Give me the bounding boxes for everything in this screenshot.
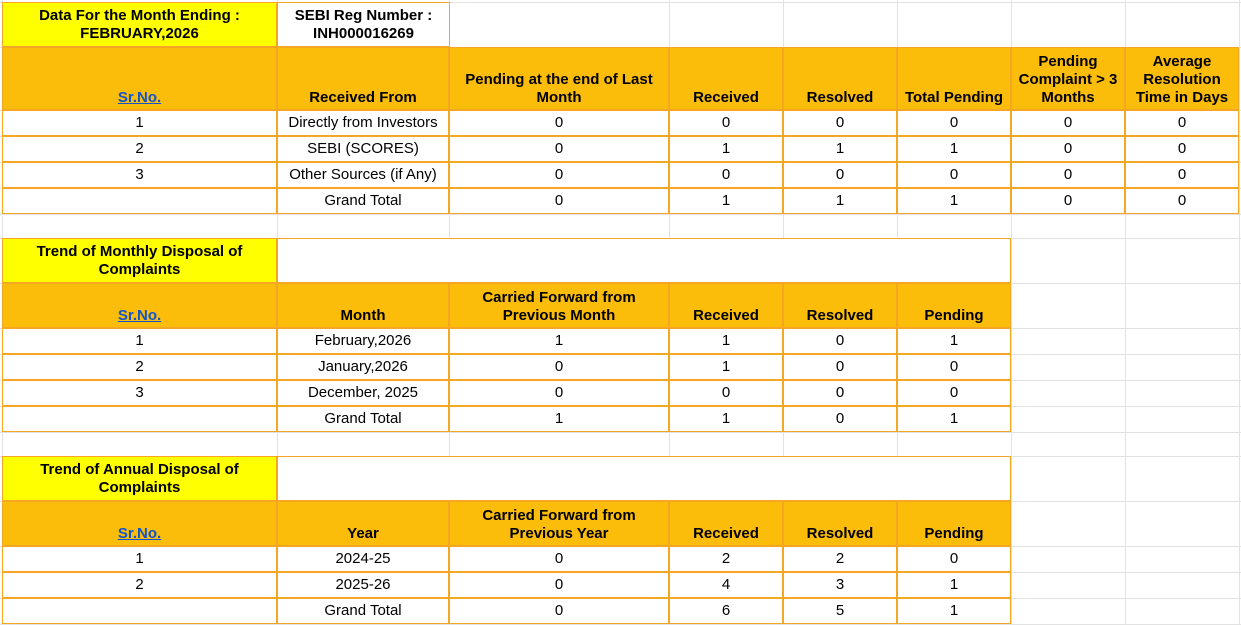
monthly-trend-row-3-col-2-text: 0: [554, 384, 564, 401]
annual-trend-row-2-col-0: [2, 572, 277, 598]
annual-trend-row-3-col-3: [669, 598, 783, 624]
complaints-row-1-col-5: [897, 110, 1011, 136]
complaints-row-4-col-6-text: 0: [1063, 192, 1073, 209]
complaints-row-3-col-6-text: 0: [1063, 166, 1073, 183]
monthly-trend-row-2-col-3: [669, 354, 783, 380]
annual-trend-row-1-col-4: [783, 546, 897, 572]
annual-trend-row-1-col-0: [2, 546, 277, 572]
annual-trend-row-2-col-2: [449, 572, 669, 598]
monthly-trend-header-3: [669, 283, 783, 328]
monthly-trend-row-3-col-4: [783, 380, 897, 406]
annual-trend-row-3-col-2: [449, 598, 669, 624]
annual-trend-row-3-col-5-text: 1: [949, 602, 959, 619]
grid-row-line: [0, 214, 1241, 215]
monthly-trend-row-1-col-3-text: 1: [721, 332, 731, 349]
monthly-trend-row-2-col-4: [783, 354, 897, 380]
monthly-trend-header-4: [783, 283, 897, 328]
monthly-trend-row-4-col-4-text: 0: [835, 410, 845, 427]
annual-trend-row-2-col-4-text: 3: [835, 576, 845, 593]
monthly-trend-header-3-text: Received: [693, 307, 759, 324]
complaints-row-3-col-2: [449, 162, 669, 188]
complaints-row-1-col-0-text: 1: [135, 114, 144, 131]
month-ending-cell-line-2: FEBRUARY,2026: [80, 24, 199, 42]
grid-row-line: [0, 432, 1241, 433]
complaints-row-2-col-5-text: 1: [949, 140, 959, 157]
monthly-trend-row-1-col-4: [783, 328, 897, 354]
complaints-row-1-col-3-text: 0: [721, 114, 731, 131]
annual-trend-row-2-col-1-text: 2025-26: [335, 576, 391, 593]
annual-trend-header-0[interactable]: [2, 501, 277, 546]
complaints-row-2-col-7: [1125, 136, 1239, 162]
monthly-trend-row-1-col-1: [277, 328, 449, 354]
annual-trend-row-3-col-4: [783, 598, 897, 624]
complaints-row-3-col-3: [669, 162, 783, 188]
annual-trend-row-2-col-0-text: 2: [135, 576, 144, 593]
monthly-trend-header-4-text: Resolved: [806, 307, 874, 324]
complaints-row-3-col-5-text: 0: [949, 166, 959, 183]
complaints-row-3-col-0-text: 3: [135, 166, 144, 183]
annual-trend-header-5-text: Pending: [924, 525, 984, 542]
complaints-row-4-col-2-text: 0: [554, 192, 564, 209]
monthly-trend-row-2-col-5-text: 0: [949, 358, 959, 375]
monthly-trend-row-4-col-5: [897, 406, 1011, 432]
complaints-row-2-col-1-text: SEBI (SCORES): [307, 140, 419, 157]
complaints-row-1-col-3: [669, 110, 783, 136]
annual-trend-row-3-col-0: [2, 598, 277, 624]
complaints-header-7-text: Average Resolution Time in Days: [1135, 53, 1229, 106]
monthly-trend-title-spacer: [277, 238, 1011, 283]
annual-trend-row-1-col-2-text: 0: [554, 550, 564, 567]
complaints-header-0-text: Sr.No.: [117, 89, 162, 106]
complaints-row-4-col-4-text: 1: [835, 192, 845, 209]
annual-trend-row-1-col-3-text: 2: [721, 550, 731, 567]
annual-trend-row-2-col-5-text: 1: [949, 576, 959, 593]
complaints-row-3-col-3-text: 0: [721, 166, 731, 183]
monthly-trend-row-4-col-3: [669, 406, 783, 432]
monthly-trend-header-1-text: Month: [340, 307, 386, 324]
complaints-row-3-col-1-text: Other Sources (if Any): [289, 166, 437, 183]
complaints-row-2-col-0: [2, 136, 277, 162]
annual-trend-row-1-col-1-text: 2024-25: [335, 550, 391, 567]
complaints-row-1-col-4: [783, 110, 897, 136]
complaints-row-4-col-6: [1011, 188, 1125, 214]
monthly-trend-row-3-col-4-text: 0: [835, 384, 845, 401]
complaints-row-1-col-6: [1011, 110, 1125, 136]
annual-trend-row-1-col-5: [897, 546, 1011, 572]
monthly-trend-row-1-col-2-text: 1: [554, 332, 564, 349]
complaints-row-3-col-6: [1011, 162, 1125, 188]
complaints-header-2: [449, 47, 669, 110]
monthly-trend-row-2-col-0-text: 2: [135, 358, 144, 375]
complaints-row-2-col-4: [783, 136, 897, 162]
complaints-row-2-col-1: [277, 136, 449, 162]
complaints-row-4-col-5-text: 1: [949, 192, 959, 209]
complaints-row-1-col-5-text: 0: [949, 114, 959, 131]
monthly-trend-row-4-col-2: [449, 406, 669, 432]
monthly-trend-row-1-col-1-text: February,2026: [314, 332, 412, 349]
grid-column-line: [1239, 0, 1240, 625]
annual-trend-row-2-col-2-text: 0: [554, 576, 564, 593]
complaints-row-1-col-6-text: 0: [1063, 114, 1073, 131]
annual-trend-title: [2, 456, 277, 501]
monthly-trend-header-5-text: Pending: [924, 307, 984, 324]
complaints-row-2-col-3-text: 1: [721, 140, 731, 157]
monthly-trend-row-4-col-2-text: 1: [554, 410, 564, 427]
complaints-row-3-col-4-text: 0: [835, 166, 845, 183]
annual-trend-row-2-col-5: [897, 572, 1011, 598]
complaints-row-1-col-1-text: Directly from Investors: [288, 114, 438, 131]
complaints-header-2-text: Pending at the end of Last Month: [465, 71, 653, 106]
monthly-trend-header-2: [449, 283, 669, 328]
monthly-trend-row-2-col-1-text: January,2026: [318, 358, 408, 375]
complaints-row-2-col-2: [449, 136, 669, 162]
complaints-header-0[interactable]: [2, 47, 277, 110]
monthly-trend-header-2-text: Carried Forward from Previous Month: [482, 289, 636, 324]
annual-trend-row-1-col-5-text: 0: [949, 550, 959, 567]
complaints-row-4-col-3-text: 1: [721, 192, 731, 209]
annual-trend-row-1-col-0-text: 1: [135, 550, 144, 567]
annual-trend-header-1: [277, 501, 449, 546]
monthly-trend-row-1-col-2: [449, 328, 669, 354]
complaints-row-4-col-4: [783, 188, 897, 214]
monthly-trend-row-2-col-5: [897, 354, 1011, 380]
annual-trend-row-1-col-3: [669, 546, 783, 572]
complaints-row-3-col-1: [277, 162, 449, 188]
monthly-trend-row-3-col-5-text: 0: [949, 384, 959, 401]
month-ending-cell: [2, 2, 277, 47]
annual-trend-header-3-text: Received: [693, 525, 759, 542]
complaints-header-6-text: Pending Complaint > 3 Months: [1018, 53, 1118, 106]
monthly-trend-header-5: [897, 283, 1011, 328]
monthly-trend-row-2-col-3-text: 1: [721, 358, 731, 375]
monthly-trend-row-3-col-3-text: 0: [721, 384, 731, 401]
complaints-row-1-col-7: [1125, 110, 1239, 136]
complaints-row-4-col-3: [669, 188, 783, 214]
monthly-trend-header-0-text: Sr.No.: [117, 307, 162, 324]
annual-trend-row-1-col-2: [449, 546, 669, 572]
complaints-row-1-col-2-text: 0: [554, 114, 564, 131]
sebi-reg-line-1: SEBI Reg Number :: [294, 6, 433, 24]
monthly-trend-row-1-col-5-text: 1: [949, 332, 959, 349]
annual-trend-row-3-col-1: [277, 598, 449, 624]
monthly-trend-row-4-col-3-text: 1: [721, 410, 731, 427]
complaints-header-7: [1125, 47, 1239, 110]
annual-trend-row-2-col-3-text: 4: [721, 576, 731, 593]
complaints-row-1-col-1: [277, 110, 449, 136]
monthly-trend-row-3-col-5: [897, 380, 1011, 406]
monthly-trend-title-line-1: Trend of Monthly Disposal of Complaints: [36, 242, 243, 278]
monthly-trend-row-3-col-3: [669, 380, 783, 406]
monthly-trend-row-3-col-1-text: December, 2025: [307, 384, 419, 401]
monthly-trend-row-4-col-4: [783, 406, 897, 432]
monthly-trend-row-1-col-3: [669, 328, 783, 354]
complaints-row-2-col-7-text: 0: [1177, 140, 1187, 157]
monthly-trend-row-4-col-5-text: 1: [949, 410, 959, 427]
monthly-trend-header-0[interactable]: [2, 283, 277, 328]
annual-trend-header-1-text: Year: [347, 525, 379, 542]
complaints-row-4-col-7-text: 0: [1177, 192, 1187, 209]
complaints-row-2-col-2-text: 0: [554, 140, 564, 157]
monthly-trend-row-4-col-1-text: Grand Total: [324, 410, 402, 427]
annual-trend-row-3-col-4-text: 5: [835, 602, 845, 619]
monthly-trend-row-2-col-1: [277, 354, 449, 380]
annual-trend-header-2: [449, 501, 669, 546]
complaints-row-3-col-5: [897, 162, 1011, 188]
annual-trend-title-line-1: Trend of Annual Disposal of Complaints: [40, 460, 239, 496]
annual-trend-row-3-col-3-text: 6: [721, 602, 731, 619]
complaints-header-3: [669, 47, 783, 110]
complaints-header-6: [1011, 47, 1125, 110]
annual-trend-header-2-text: Carried Forward from Previous Year: [482, 507, 636, 542]
monthly-trend-row-3-col-1: [277, 380, 449, 406]
complaints-row-3-col-4: [783, 162, 897, 188]
complaints-row-2-col-4-text: 1: [835, 140, 845, 157]
complaints-row-1-col-4-text: 0: [835, 114, 845, 131]
monthly-trend-row-2-col-0: [2, 354, 277, 380]
complaints-header-5: [897, 47, 1011, 110]
complaints-header-4-text: Resolved: [806, 89, 874, 106]
complaints-header-3-text: Received: [693, 89, 759, 106]
monthly-trend-row-3-col-0: [2, 380, 277, 406]
complaints-row-1-col-0: [2, 110, 277, 136]
complaints-header-5-text: Total Pending: [904, 89, 1004, 106]
complaints-row-4-col-5: [897, 188, 1011, 214]
annual-trend-header-0-text: Sr.No.: [117, 525, 162, 542]
complaints-row-4-col-2: [449, 188, 669, 214]
annual-trend-row-2-col-1: [277, 572, 449, 598]
annual-trend-row-3-col-2-text: 0: [554, 602, 564, 619]
complaints-row-3-col-7-text: 0: [1177, 166, 1187, 183]
monthly-trend-row-4-col-0: [2, 406, 277, 432]
complaints-header-4: [783, 47, 897, 110]
annual-trend-row-2-col-4: [783, 572, 897, 598]
monthly-trend-row-2-col-2-text: 0: [554, 358, 564, 375]
monthly-trend-header-1: [277, 283, 449, 328]
complaints-header-1: [277, 47, 449, 110]
complaints-row-4-col-1-text: Grand Total: [324, 192, 402, 209]
annual-trend-header-3: [669, 501, 783, 546]
complaints-row-4-col-0: [2, 188, 277, 214]
monthly-trend-row-2-col-4-text: 0: [835, 358, 845, 375]
complaints-row-4-col-7: [1125, 188, 1239, 214]
monthly-trend-row-3-col-2: [449, 380, 669, 406]
sebi-reg-cell: [277, 2, 450, 47]
sebi-reg-line-2: INH000016269: [313, 24, 414, 42]
complaints-header-1-text: Received From: [309, 89, 417, 106]
annual-trend-header-5: [897, 501, 1011, 546]
monthly-trend-row-1-col-0-text: 1: [135, 332, 144, 349]
annual-trend-row-3-col-1-text: Grand Total: [324, 602, 402, 619]
monthly-trend-title: [2, 238, 277, 283]
annual-trend-header-4-text: Resolved: [806, 525, 874, 542]
complaints-row-3-col-2-text: 0: [554, 166, 564, 183]
monthly-trend-row-4-col-1: [277, 406, 449, 432]
complaints-row-1-col-7-text: 0: [1177, 114, 1187, 131]
monthly-trend-row-1-col-0: [2, 328, 277, 354]
complaints-row-3-col-0: [2, 162, 277, 188]
complaints-row-2-col-5: [897, 136, 1011, 162]
annual-trend-row-3-col-5: [897, 598, 1011, 624]
monthly-trend-row-1-col-5: [897, 328, 1011, 354]
monthly-trend-row-1-col-4-text: 0: [835, 332, 845, 349]
annual-trend-row-1-col-4-text: 2: [835, 550, 845, 567]
complaints-row-1-col-2: [449, 110, 669, 136]
complaints-row-2-col-6: [1011, 136, 1125, 162]
complaints-row-2-col-3: [669, 136, 783, 162]
annual-trend-row-1-col-1: [277, 546, 449, 572]
monthly-trend-row-3-col-0-text: 3: [135, 384, 144, 401]
annual-trend-row-2-col-3: [669, 572, 783, 598]
complaints-row-4-col-1: [277, 188, 449, 214]
monthly-trend-row-2-col-2: [449, 354, 669, 380]
complaints-row-2-col-6-text: 0: [1063, 140, 1073, 157]
month-ending-cell-line-1: Data For the Month Ending :: [39, 6, 240, 24]
annual-trend-title-spacer: [277, 456, 1011, 501]
annual-trend-header-4: [783, 501, 897, 546]
complaints-row-2-col-0-text: 2: [135, 140, 144, 157]
complaints-row-3-col-7: [1125, 162, 1239, 188]
